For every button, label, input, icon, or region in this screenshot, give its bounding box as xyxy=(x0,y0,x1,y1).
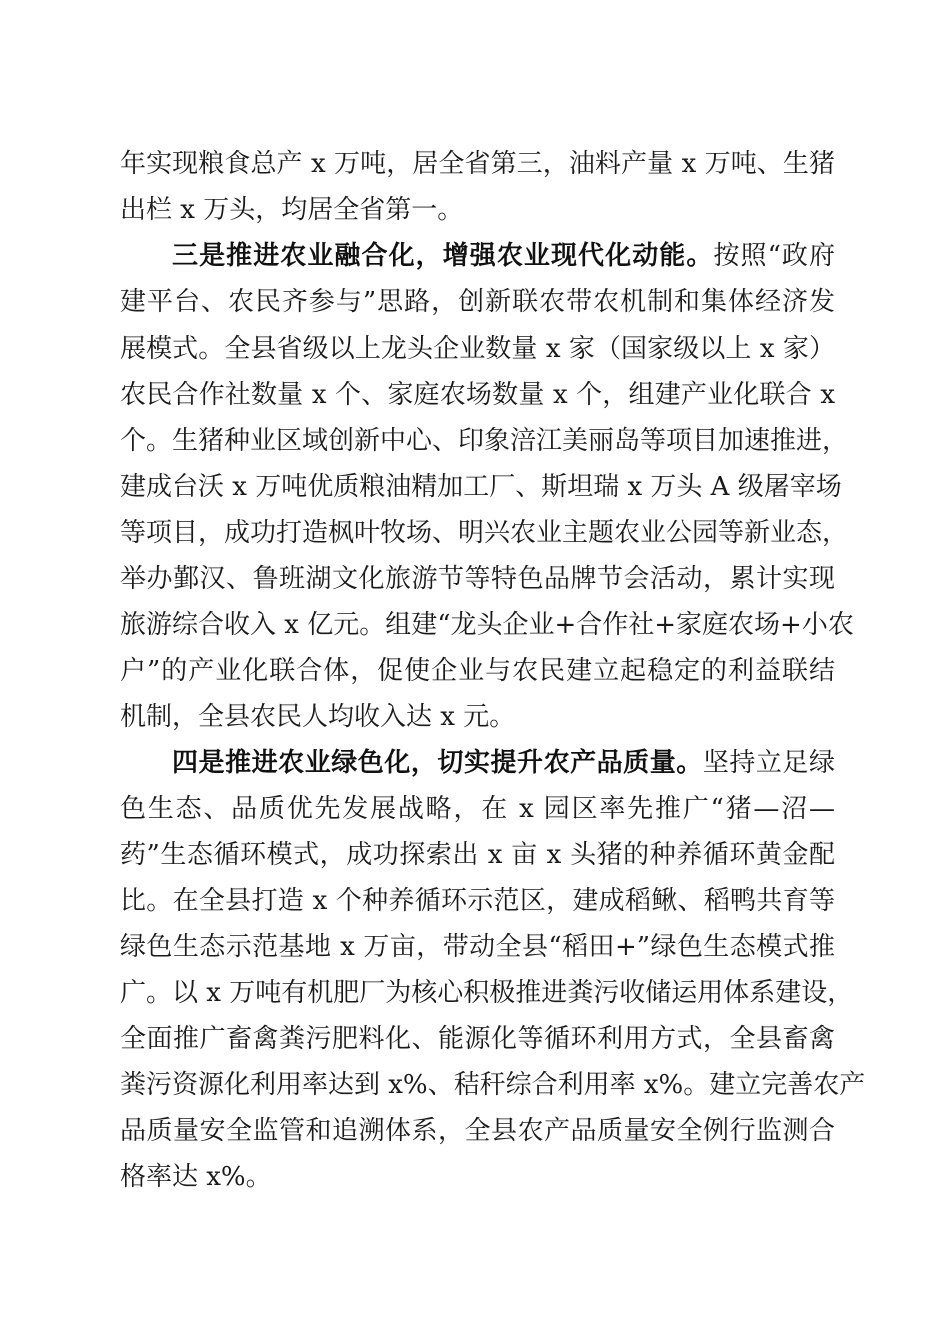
paragraph-4-lead: 四是推进农业绿色化，切实提升农产品质量。 xyxy=(172,748,703,778)
text-line: 机制，全县农民人均收入达 x 元。 xyxy=(120,702,516,732)
text-line: 粪污资源化利用率达到 x%、秸秆综合利用率 x%。建立完善农产 xyxy=(120,1070,866,1100)
text-line: 旅游综合收入 x 亿元。组建“龙头企业+合作社+家庭农场+小农 xyxy=(120,610,854,640)
text-line: 格率达 x%。 xyxy=(120,1162,272,1192)
text-line: 绿色生态示范基地 x 万亩，带动全县“稻田+”绿色生态模式推 xyxy=(120,932,835,962)
text-line: 比。在全县打造 x 个种养循环示范区，建成稻鳅、稻鸭共育等 xyxy=(120,886,835,916)
paragraph-3-first-line xyxy=(172,236,835,276)
text-line: 年实现粮食总产 x 万吨，居全省第三，油料产量 x 万吨、生猪 xyxy=(120,149,835,179)
text-line: 个。生猪种业区域创新中心、印象涪江美丽岛等项目加速推进， xyxy=(120,426,849,456)
paragraph-4-first-line xyxy=(172,743,835,783)
text-line: 等项目，成功打造枫叶牧场、明兴农业主题农业公园等新业态， xyxy=(120,518,849,548)
text-line: 色生态、品质优先发展战略，在 x 园区率先推广“猪—沼— xyxy=(120,794,835,824)
text-line: 品质量安全监管和追溯体系，全县农产品质量安全例行监测合 xyxy=(120,1116,835,1146)
paragraph-3-lead: 三是推进农业融合化，增强农业现代化动能。 xyxy=(172,241,714,271)
text-line: 展模式。全县省级以上龙头企业数量 x 家（国家级以上 x 家） xyxy=(120,334,835,364)
text-line: 按照“政府 xyxy=(713,241,835,271)
text-line: 户”的产业化联合体，促使企业与农民建立起稳定的利益联结 xyxy=(120,656,835,686)
text-line: 坚持立足绿 xyxy=(702,748,835,778)
text-line: 全面推广畜禽粪污肥料化、能源化等循环利用方式，全县畜禽 xyxy=(120,1024,835,1054)
text-line: 出栏 x 万头，均居全省第一。 xyxy=(120,195,464,225)
text-line: 广。以 x 万吨有机肥厂为核心积极推进粪污收储运用体系建设， xyxy=(120,978,854,1008)
text-line: 建成台沃 x 万吨优质粮油精加工厂、斯坦瑞 x 万头 A 级屠宰场 xyxy=(120,472,842,502)
text-line: 药”生态循环模式，成功探索出 x 亩 x 头猪的种养循环黄金配 xyxy=(120,840,835,870)
text-line: 举办鄞汉、鲁班湖文化旅游节等特色品牌节会活动，累计实现 xyxy=(120,564,835,594)
text-line: 建平台、农民齐参与”思路，创新联农带农机制和集体经济发 xyxy=(120,287,835,317)
text-line: 农民合作社数量 x 个、家庭农场数量 x 个，组建产业化联合 x xyxy=(120,380,835,410)
